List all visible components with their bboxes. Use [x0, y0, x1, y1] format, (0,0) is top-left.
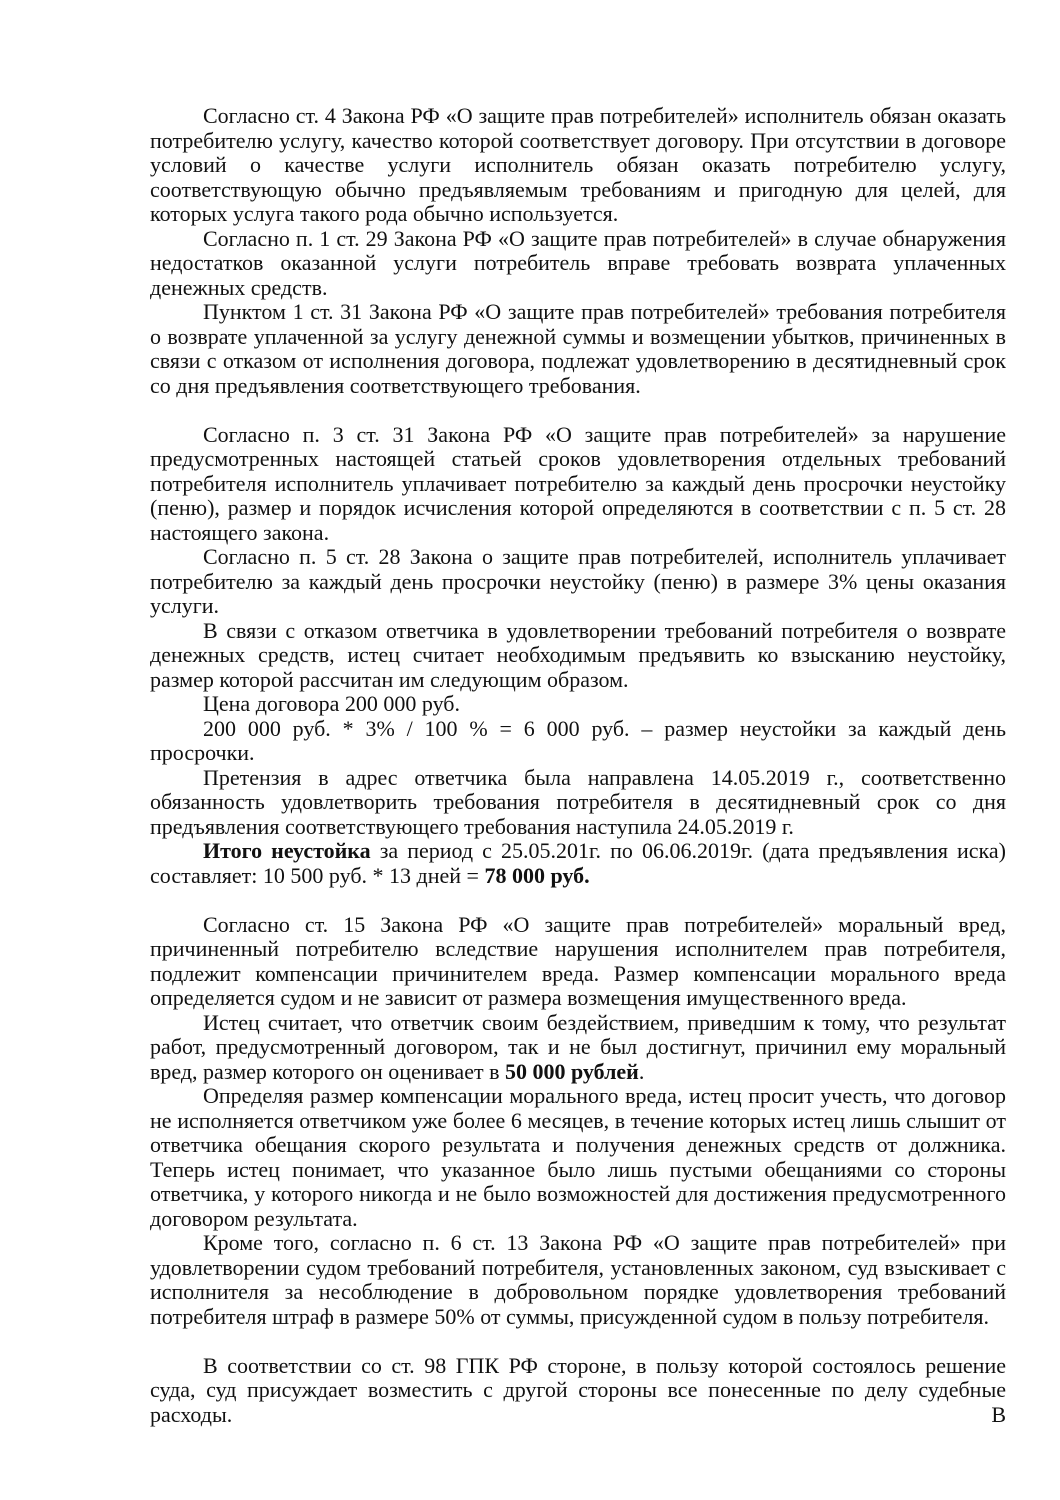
moral-text: Истец считает, что ответчик своим бездействием, приведшим к тому, что результат работ, предусмотренный договором, так и не был достигнут, причинил ему моральный вред, размер которого он оценивает в [150, 1009, 1006, 1084]
paragraph: 200 000 руб. * 3% / 100 % = 6 000 руб. – размер неустойки за каждый день просрочки. [150, 715, 1006, 765]
total-paragraph [150, 839, 1006, 888]
document-page [150, 104, 1006, 1427]
paragraph: Согласно п. 1 ст. 29 Закона РФ «О защите прав потребителей» в случае обнаружения недостатков оказанной услуги потребитель вправе требовать возврата уплаченных денежных средств. [150, 225, 1006, 300]
paragraph: Согласно п. 5 ст. 28 Закона о защите прав потребителей, исполнитель уплачивает потребителю за каждый день просрочки неустойку (пеню) в размере 3% цены оказания услуги. [150, 544, 1006, 618]
blank-line [150, 888, 1006, 913]
paragraph: Цена договора 200 000 руб. [203, 691, 460, 716]
total-text: за период с 25.05.201г. по 06.06.2019г. (дата предъявления иска) составляет: 10 500 руб. * 13 дней = [150, 838, 1006, 888]
total-lead: Итого неустойка [203, 838, 371, 863]
paragraph: Претензия в адрес ответчика была направлена 14.05.2019 г., соответственно обязанность удовлетворить требования потребителя в десятидневный срок со дня предъявления соответствующего требования наступила 24.05.2019 г. [150, 764, 1006, 839]
paragraph-continued: В соответствии со ст. 98 ГПК РФ стороне, в пользу которой состоялось решение суда, суд присуждает возместить с другой стороны все понесенные по делу судебные расходы. В [150, 1352, 1006, 1427]
paragraph: Кроме того, согласно п. 6 ст. 13 Закона РФ «О защите прав потребителей» при удовлетворении судом требований потребителя, установленных законом, суд взыскивает с исполнителя за несоблюдение в добровольном порядке удовлетворения требований потребителя штраф в размере 50% от суммы, присужденной судом в пользу потребителя. [150, 1230, 1006, 1329]
moral-paragraph [150, 1011, 1006, 1085]
paragraph: Согласно ст. 4 Закона РФ «О защите прав потребителей» исполнитель обязан оказать потребителю услугу, качество которой соответствует договору. При отсутствии в договоре условий о качестве услуги исполнитель обязан оказать потребителю услугу, соответствующую обычно предъявляемым требованиям и пригодную для целей, для которых услуга такого рода обычно используется. [150, 103, 1006, 226]
moral-end: . [638, 1058, 645, 1084]
paragraph: В связи с отказом ответчика в удовлетворении требований потребителя о возврате денежных средств, истец считает необходимым предъявить ко взысканию неустойку, размер которой рассчитан им следующим образом. [150, 617, 1006, 692]
paragraph: Согласно п. 3 ст. 31 Закона РФ «О защите прав потребителей» за нарушение предусмотренных настоящей статьей сроков удовлетворения отдельных требований потребителя исполнитель уплачивает потребителю за каждый день просрочки неустойку (пеню), размер и порядок исчисления которой определяются в соответствии с п. 5 ст. 28 настоящего закона. [150, 421, 1006, 545]
moral-sum: 50 000 рублей [504, 1058, 639, 1084]
blank-line [150, 1329, 1006, 1354]
paragraph: Определяя размер компенсации морального вреда, истец просит учесть, что договор не исполняется ответчиком уже более 6 месяцев, в течение которых истец лишь слышит от ответчика обещания скорого результата и получения денежных средств от должника. Теперь истец понимает, что указанное было лишь пустыми обещаниями со стороны ответчика, у которого никогда и не было возможностей для достижения предусмотренного договором результата. [150, 1083, 1006, 1231]
paragraph: Пунктом 1 ст. 31 Закона РФ «О защите прав потребителей» требования потребителя о возврате уплаченной за услугу денежной суммы и возмещении убытков, причиненных в связи с отказом от исполнения договора, подлежат удовлетворению в десятидневный срок со дня предъявления соответствующего требования. [150, 299, 1006, 398]
paragraph: Согласно ст. 15 Закона РФ «О защите прав потребителей» моральный вред, причиненный потребителю вследствие нарушения исполнителем прав потребителя, подлежит компенсации причинителем вреда. Размер компенсации морального вреда определяется судом и не зависит от размера возмещения имущественного вреда. [150, 911, 1006, 1010]
blank-line [150, 398, 1006, 423]
total-sum: 78 000 руб. [484, 862, 590, 888]
